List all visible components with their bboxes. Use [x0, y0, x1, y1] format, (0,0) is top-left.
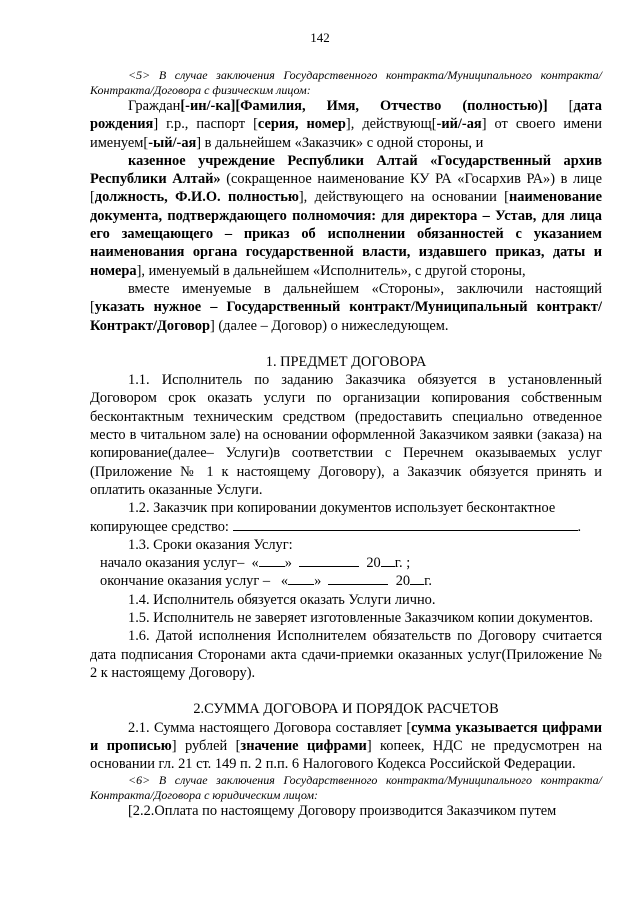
end-day-blank	[288, 572, 314, 585]
document-body	[90, 68, 602, 821]
clause-1-4: 1.4. Исполнитель обязуется оказать Услуги лично.	[128, 591, 436, 608]
clause-1-6: 1.6. Датой исполнения Исполнителем обязательств по Договору считается дата подписания Сторонами акта сдачи-приемки оказанных услуг(Приложение № 2 к настоящему Договору).	[90, 628, 602, 681]
clause-2-1: 2.1. Сумма настоящего Договора составляет [сумма указывается цифрами и прописью] рублей [значение цифрами] копеек, НДС не предусмотрен на основании гл. 21 ст. 149 п. 2 п.п. 6 Налогового Кодекса Российской Федерации.	[90, 719, 602, 773]
start-month-blank	[299, 554, 359, 567]
start-date-line: начало оказания услуг– « » 20 г. ;	[100, 555, 411, 572]
start-year-blank	[381, 554, 395, 567]
clause-1-3: 1.3. Сроки оказания Услуг:	[128, 536, 293, 553]
footnote-5: <5> В случае заключения Государственного контракта/Муниципального контракта/Контракта/Договора с физическим лицом:	[90, 68, 602, 97]
end-month-blank	[328, 572, 388, 585]
parties-together-paragraph: вместе именуемые в дальнейшем «Стороны», заключили настоящий [указать нужное – Государственный контракт/Муниципальный контракт/Контракт/Договор] (далее – Договор) о нижеследующем.	[90, 280, 602, 334]
section-2-title: 2.СУММА ДОГОВОРА И ПОРЯДОК РАСЧЕТОВ	[193, 701, 499, 718]
section-1-title: 1. ПРЕДМЕТ ДОГОВОРА	[265, 353, 427, 370]
footnote-6: <6> В случае заключения Государственного контракта/Муниципального контракта/Контракта/Договора с юридическим лицом:	[90, 773, 602, 802]
start-day-blank	[259, 554, 285, 567]
clause-1-5: 1.5. Исполнитель не заверяет изготовленные Заказчиком копии документов.	[128, 610, 594, 627]
clause-1-2: 1.2. Заказчик при копировании документов использует бесконтактное	[128, 500, 556, 517]
device-blank	[233, 518, 578, 531]
end-date-line: окончание оказания услуг – « » 20 г.	[100, 573, 432, 590]
page-number: 142	[310, 30, 330, 45]
clause-1-1: 1.1. Исполнитель по заданию Заказчика обязуется в установленный Договором срок оказать услуги по организации копирования собственным бесконтактным техническим средством (предоставить специально отведенное место в читальном зале) на основании оформленной Заказчиком заявки (заказа) на копирование(далее– Услуги)в соответствии с Перечнем оказываемых услуг (Приложение № 1 к настоящему Договору), а Заказчик обязуется принять и оплатить оказанные Услуги.	[90, 372, 602, 498]
end-year-blank	[410, 572, 424, 585]
party-customer-paragraph: Граждан[-ин/-ка][Фамилия, Имя, Отчество (полностью)] [дата рождения] г.р., паспорт [серия, номер], действующ[-ий/-ая] от своего имени именуем[-ый/-ая] в дальнейшем «Заказчик» с одной стороны, и	[90, 98, 603, 151]
party-executor-paragraph: казенное учреждение Республики Алтай «Государственный архив Республики Алтай» (сокращенное наименование КУ РА «Госархив РА») в лице [должность, Ф.И.О. полностью], действующего на основании [наименование документа, подтверждающего полномочия: для директора – Устав, для лица его замещающего – приказ об исполнении обязанностей с указанием наименования органа государственной власти, издавшего приказ, даты и номера], именуемый в дальнейшем «Исполнитель», с другой стороны,	[90, 152, 603, 279]
clause-1-2-device-line: копирующее средство: .	[90, 518, 582, 535]
clause-2-2: [2.2.Оплата по настоящему Договору производится Заказчиком путем	[128, 803, 557, 820]
